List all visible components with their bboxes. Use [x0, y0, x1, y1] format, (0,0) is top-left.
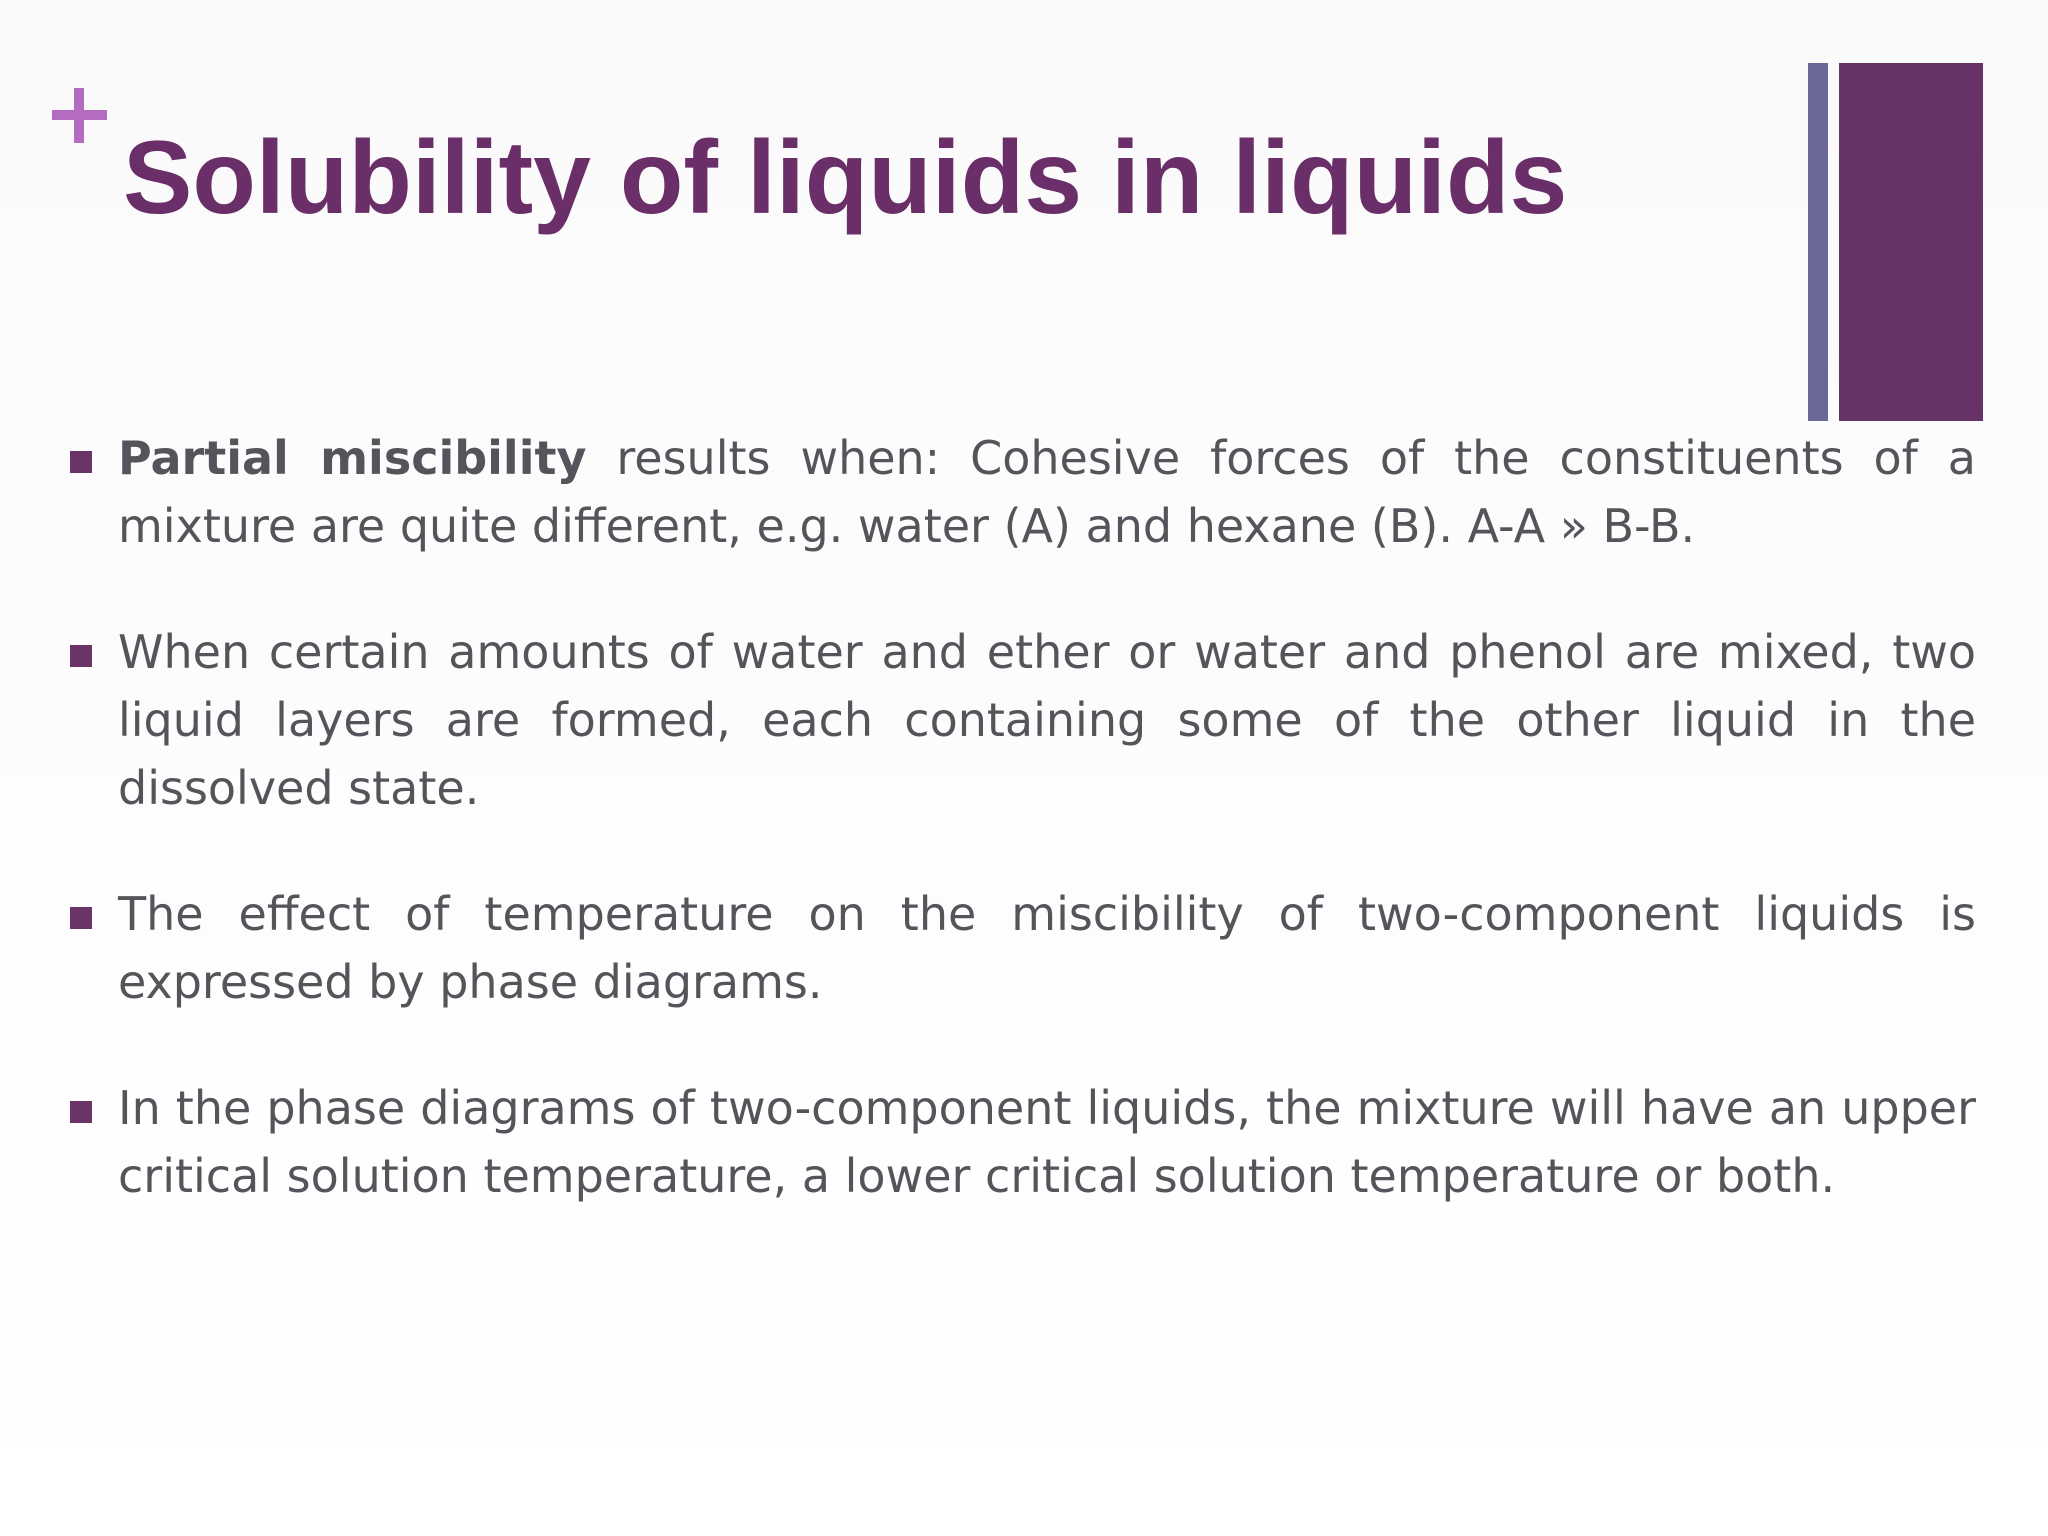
bullet-square-icon — [70, 1101, 92, 1123]
bullet-square-icon — [70, 645, 92, 667]
bullet-text — [118, 1081, 1976, 1203]
bullet-item — [70, 880, 1976, 1016]
bullet-body: In the phase diagrams of two-component liquids, the mixture will have an upper critical solution temperature, a lower critical solution temperature or both. — [118, 1081, 1976, 1203]
bullet-item — [70, 424, 1976, 560]
accent-bar-wide — [1839, 63, 1983, 421]
bullet-item — [70, 618, 1976, 822]
bullet-text — [118, 625, 1976, 815]
bullet-text — [118, 431, 1976, 553]
accent-bar-narrow — [1808, 63, 1828, 421]
bullet-square-icon — [70, 451, 92, 473]
bullet-list — [70, 424, 1976, 1210]
slide-title: Solubility of liquids in liquids — [123, 120, 1568, 236]
plus-icon — [52, 88, 107, 143]
bullet-body: When certain amounts of water and ether or water and phenol are mixed, two liquid layers are formed, each containing some of the other liquid in the dissolved state. — [118, 625, 1976, 815]
bullet-body: results when: Cohesive forces of the constituents of a mixture are quite different, e.g. water (A) and hexane (B). A-A » B-B. — [118, 431, 1976, 553]
bullet-item — [70, 1074, 1976, 1210]
bullet-text — [118, 887, 1976, 1009]
bullet-lead: Partial miscibility — [118, 431, 587, 485]
bullet-square-icon — [70, 907, 92, 929]
bullet-body: The effect of temperature on the miscibility of two-component liquids is expressed by phase diagrams. — [118, 887, 1976, 1009]
